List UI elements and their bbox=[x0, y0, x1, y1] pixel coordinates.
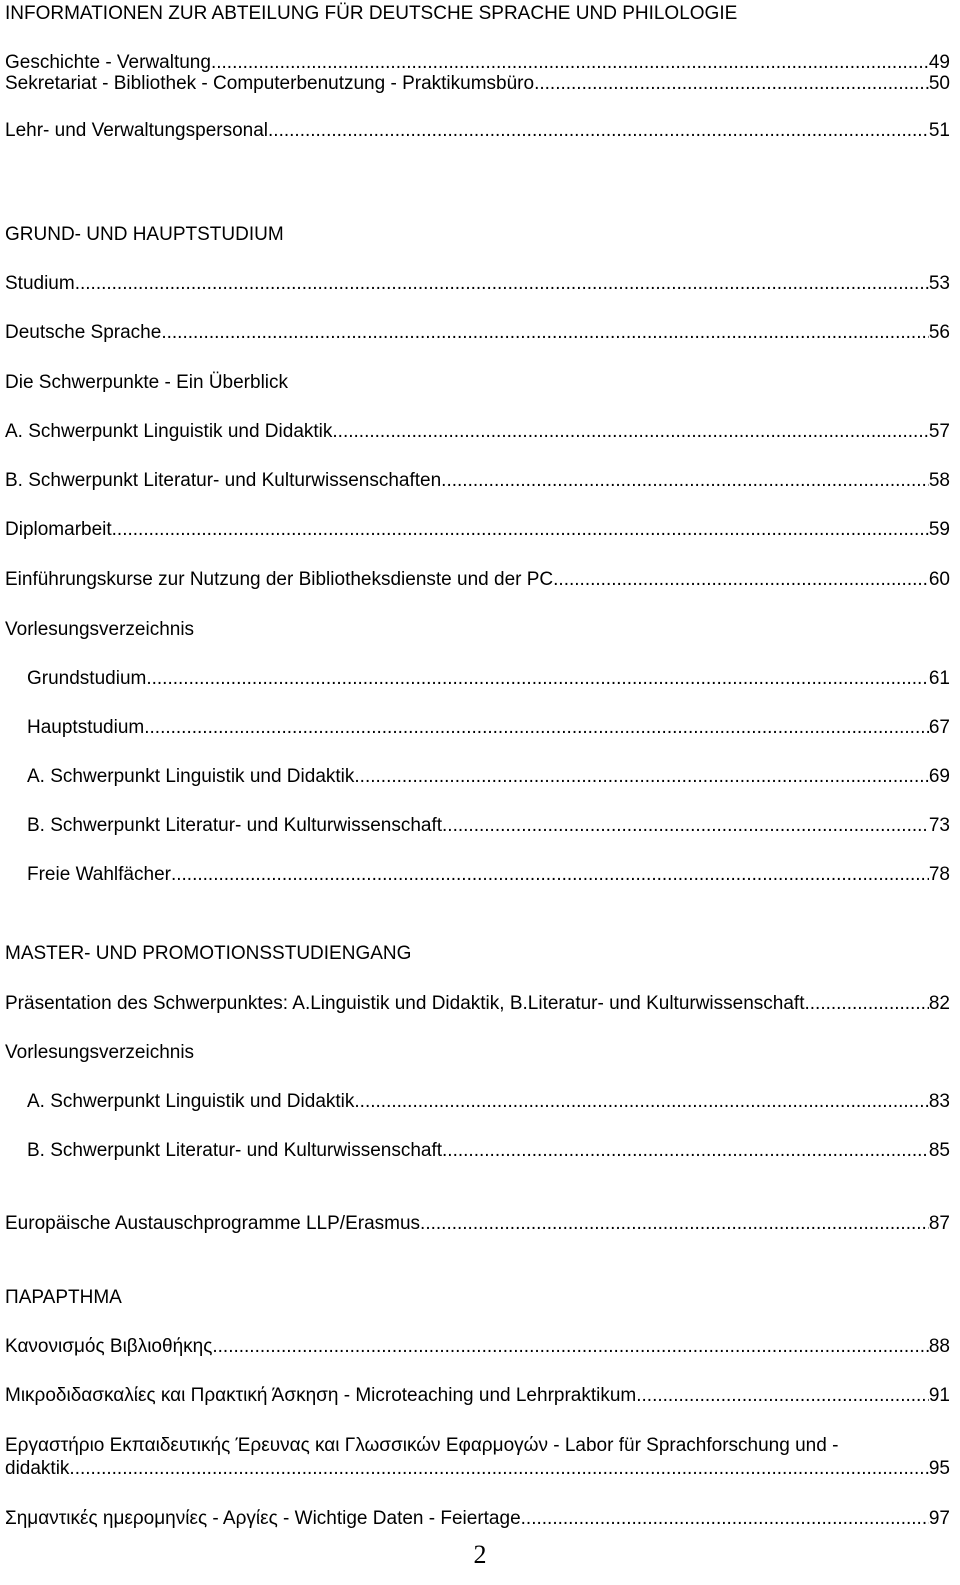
toc-entry-labor[interactable] bbox=[5, 1457, 950, 1481]
toc-entry-page: 91 bbox=[928, 1385, 950, 1406]
toc-entry-title: Studium bbox=[5, 273, 75, 294]
toc-entry-bibliothek[interactable] bbox=[5, 1335, 950, 1359]
leader-dots bbox=[534, 72, 929, 96]
toc-entry-sekretariat[interactable] bbox=[5, 72, 950, 96]
toc-entry-title: Lehr- und Verwaltungspersonal bbox=[5, 120, 269, 141]
toc-entry-erasmus[interactable] bbox=[5, 1212, 950, 1236]
toc-entry-microteaching[interactable] bbox=[5, 1384, 950, 1408]
toc-entry-page: 73 bbox=[928, 815, 950, 836]
toc-entry-page: 49 bbox=[928, 52, 950, 73]
toc-entry-page: 88 bbox=[928, 1336, 950, 1357]
toc-entry-page: 59 bbox=[928, 519, 950, 540]
toc-entry-page: 53 bbox=[928, 273, 950, 294]
toc-entry-page: 78 bbox=[928, 864, 950, 885]
leader-dots bbox=[146, 667, 929, 691]
leader-dots bbox=[268, 119, 929, 143]
toc-entry-daten[interactable] bbox=[5, 1507, 950, 1531]
toc-entry-title: Hauptstudium bbox=[27, 717, 145, 738]
toc-entry-title: A. Schwerpunkt Linguistik und Didaktik bbox=[27, 1091, 355, 1112]
toc-entry-vv-schwerpunkt-b[interactable] bbox=[27, 814, 950, 838]
leader-dots bbox=[75, 272, 929, 296]
toc-entry-title: Κανονισμός Βιβλιοθήκης bbox=[5, 1336, 213, 1357]
leader-dots bbox=[441, 469, 929, 493]
toc-entry-page: 97 bbox=[928, 1508, 950, 1529]
toc-entry-title: A. Schwerpunkt Linguistik und Didaktik bbox=[5, 421, 333, 442]
leader-dots bbox=[144, 716, 929, 740]
leader-dots bbox=[112, 518, 929, 542]
toc-entry-wahlfaecher[interactable] bbox=[27, 863, 950, 887]
toc-entry-hauptstudium[interactable] bbox=[27, 716, 950, 740]
toc-entry-title: Diplomarbeit bbox=[5, 519, 112, 540]
toc-entry-master-b[interactable] bbox=[27, 1139, 950, 1163]
toc-entry-page: 87 bbox=[928, 1213, 950, 1234]
toc-entry-page: 83 bbox=[928, 1091, 950, 1112]
leader-dots bbox=[212, 1335, 929, 1359]
section-heading-master: MASTER- UND PROMOTIONSSTUDIENGANG bbox=[5, 943, 412, 964]
section-heading-appendix: ΠΑΡΑΡΤΗΜΑ bbox=[5, 1287, 122, 1308]
toc-entry-grundstudium[interactable] bbox=[27, 667, 950, 691]
toc-entry-title: B. Schwerpunkt Literatur- und Kulturwissenschaft bbox=[27, 815, 443, 836]
toc-entry-praesentation[interactable] bbox=[5, 992, 950, 1016]
subheading-schwerpunkte: Die Schwerpunkte - Ein Überblick bbox=[5, 372, 289, 393]
subheading-vorlesungsverzeichnis: Vorlesungsverzeichnis bbox=[5, 619, 195, 640]
leader-dots bbox=[161, 321, 929, 345]
section-heading-grundstudium: GRUND- UND HAUPTSTUDIUM bbox=[5, 224, 284, 245]
leader-dots bbox=[69, 1457, 928, 1481]
toc-entry-title: A. Schwerpunkt Linguistik und Didaktik bbox=[27, 766, 355, 787]
leader-dots bbox=[420, 1212, 929, 1236]
toc-entry-title: Sekretariat - Bibliothek - Computerbenutzung - Praktikumsbüro bbox=[5, 73, 535, 94]
toc-entry-title: Präsentation des Schwerpunktes: A.Linguistik und Didaktik, B.Literatur- und Kulturwissenschaft bbox=[5, 993, 805, 1014]
toc-entry-labor-line1[interactable]: Εργαστήριο Εκπαιδευτικής Έρευνας και Γλωσσικών Εφαρμογών - Labor für Sprachforschung und - bbox=[5, 1435, 839, 1456]
toc-entry-page: 82 bbox=[928, 993, 950, 1014]
toc-entry-title: B. Schwerpunkt Literatur- und Kulturwissenschaften bbox=[5, 470, 442, 491]
toc-entry-einfuehrungskurse[interactable] bbox=[5, 568, 950, 592]
leader-dots bbox=[636, 1384, 929, 1408]
toc-entry-title: Einführungskurse zur Nutzung der Bibliotheksdienste und der PC bbox=[5, 569, 554, 590]
toc-entry-page: 51 bbox=[928, 120, 950, 141]
leader-dots bbox=[332, 420, 928, 444]
toc-entry-page: 58 bbox=[928, 470, 950, 491]
toc-entry-deutsche-sprache[interactable] bbox=[5, 321, 950, 345]
leader-dots bbox=[354, 765, 928, 789]
leader-dots bbox=[442, 1139, 929, 1163]
toc-entry-title: didaktik bbox=[5, 1458, 70, 1479]
toc-entry-schwerpunkt-a[interactable] bbox=[5, 420, 950, 444]
toc-entry-title: B. Schwerpunkt Literatur- und Kulturwissenschaft bbox=[27, 1140, 443, 1161]
toc-entry-diplomarbeit[interactable] bbox=[5, 518, 950, 542]
section-heading-abteilung: INFORMATIONEN ZUR ABTEILUNG FÜR DEUTSCHE SPRACHE UND PHILOLOGIE bbox=[5, 3, 738, 24]
toc-entry-schwerpunkt-b[interactable] bbox=[5, 469, 950, 493]
toc-entry-page: 60 bbox=[928, 569, 950, 590]
toc-entry-page: 67 bbox=[928, 717, 950, 738]
toc-entry-page: 57 bbox=[928, 421, 950, 442]
toc-entry-title: Μικροδιδασκαλίες και Πρακτική Άσκηση - Microteaching und Lehrpraktikum bbox=[5, 1385, 637, 1406]
toc-entry-personal[interactable] bbox=[5, 119, 950, 143]
toc-entry-page: 50 bbox=[928, 73, 950, 94]
toc-entry-title: Grundstudium bbox=[27, 668, 147, 689]
toc-entry-title: Deutsche Sprache bbox=[5, 322, 162, 343]
subheading-vorlesungsverzeichnis-master: Vorlesungsverzeichnis bbox=[5, 1042, 195, 1063]
toc-entry-page: 61 bbox=[928, 668, 950, 689]
toc-entry-vv-schwerpunkt-a[interactable] bbox=[27, 765, 950, 789]
leader-dots bbox=[442, 814, 929, 838]
toc-entry-page: 85 bbox=[928, 1140, 950, 1161]
toc-entry-studium[interactable] bbox=[5, 272, 950, 296]
page-number: 2 bbox=[473, 1540, 487, 1569]
toc-entry-master-a[interactable] bbox=[27, 1090, 950, 1114]
toc-entry-title: Freie Wahlfächer bbox=[27, 864, 171, 885]
toc-entry-page: 56 bbox=[928, 322, 950, 343]
leader-dots bbox=[521, 1507, 929, 1531]
toc-entry-title: Geschichte - Verwaltung bbox=[5, 52, 211, 73]
toc-entry-page: 69 bbox=[928, 766, 950, 787]
toc-entry-title: Σημαντικές ημερομηνίες - Αργίες - Wichtige Daten - Feiertage bbox=[5, 1508, 521, 1529]
leader-dots bbox=[804, 992, 928, 1016]
toc-entry-page: 95 bbox=[928, 1458, 950, 1479]
leader-dots bbox=[553, 568, 929, 592]
toc-entry-title: Europäische Austauschprogramme LLP/Erasmus bbox=[5, 1213, 421, 1234]
leader-dots bbox=[354, 1090, 928, 1114]
leader-dots bbox=[171, 863, 929, 887]
